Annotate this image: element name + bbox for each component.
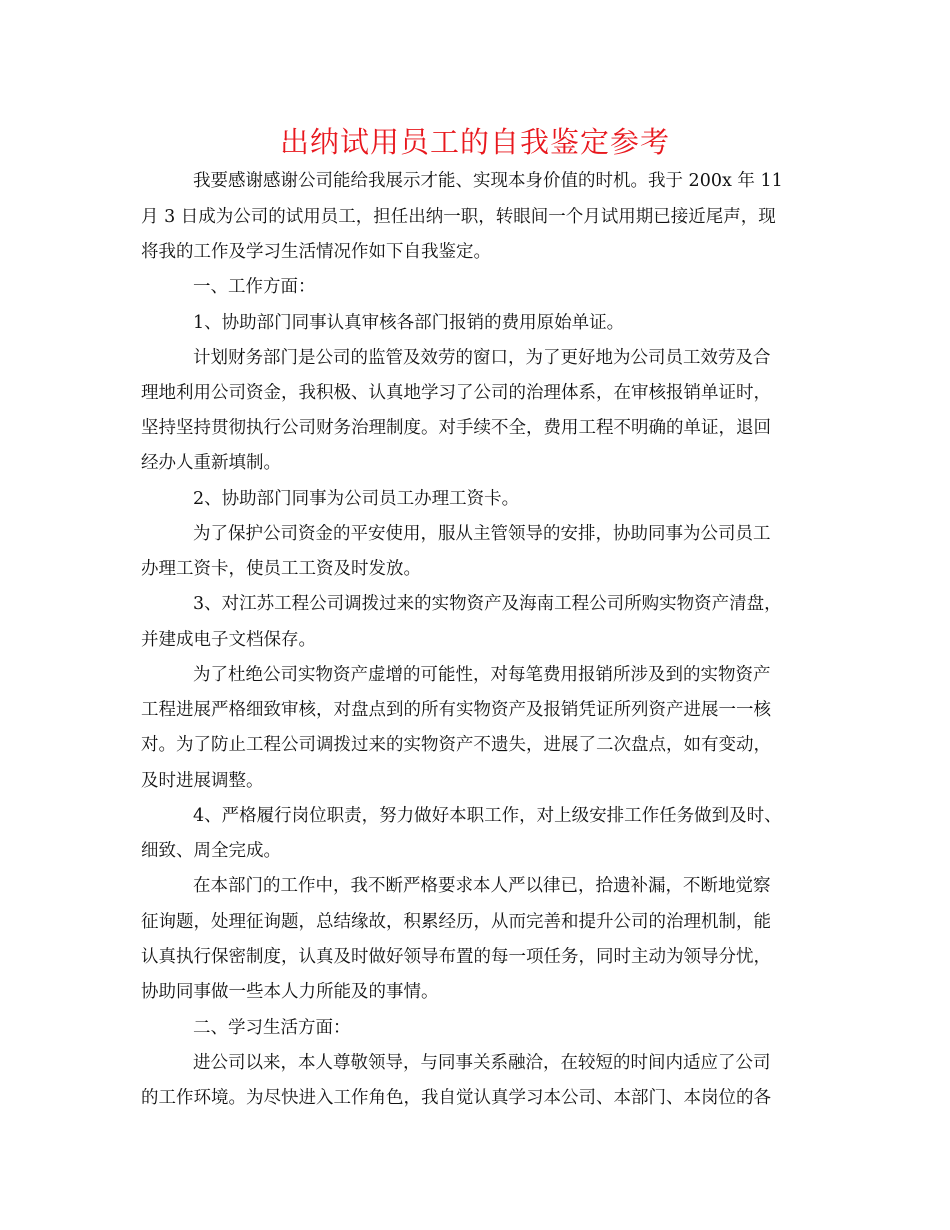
paragraph-line: 坚持坚持贯彻执行公司财务治理制度。对手续不全，费用工程不明确的单证，退回 (141, 418, 771, 438)
paragraph-line: 工程进展严格细致审核，对盘点到的所有实物资产及报销凭证所列资产进展一一核 (141, 700, 771, 720)
paragraph-line: 办理工资卡，使员工工资及时发放。 (141, 559, 421, 579)
paragraph-line: 将我的工作及学习生活情况作如下自我鉴定。 (141, 242, 491, 262)
document-title: 出纳试用员工的自我鉴定参考 (279, 125, 670, 159)
paragraph-line: 及时进展调整。 (141, 771, 264, 791)
item-heading: 2、协助部门同事为公司员工办理工资卡。 (193, 489, 520, 509)
section-heading: 一、工作方面： (193, 277, 316, 297)
paragraph-line: 协助同事做一些本人力所能及的事情。 (141, 982, 439, 1002)
paragraph-line: 征询题，处理征询题，总结缘故，积累经历，从而完善和提升公司的治理机制，能 (141, 912, 771, 932)
paragraph-line: 我要感谢感谢公司能给我展示才能、实现本身价值的时机。我于 200x 年 11 (193, 171, 783, 191)
paragraph-line: 认真执行保密制度，认真及时做好领导布置的每一项任务，同时主动为领导分忧， (141, 947, 771, 967)
item-heading: 3、对江苏工程公司调拨过来的实物资产及海南工程公司所购实物资产清盘， (193, 594, 782, 614)
paragraph-line: 在本部门的工作中，我不断严格要求本人严以律已，拾遗补漏，不断地觉察 (193, 876, 771, 896)
paragraph-line: 细致、周全完成。 (141, 841, 281, 861)
section-heading: 二、学习生活方面： (193, 1018, 351, 1038)
paragraph-line: 月 3 日成为公司的试用员工，担任出纳一职，转眼间一个月试用期已接近尾声，现 (141, 207, 776, 227)
paragraph-line: 经办人重新填制。 (141, 453, 281, 473)
paragraph-line: 并建成电子文档保存。 (141, 630, 316, 650)
paragraph-line: 为了杜绝公司实物资产虚增的可能性，对每笔费用报销所涉及到的实物资产 (193, 665, 771, 685)
paragraph-line: 理地利用公司资金，我积极、认真地学习了公司的治理体系，在审核报销单证时， (141, 383, 771, 403)
paragraph-line: 的工作环境。为尽快进入工作角色，我自觉认真学习本公司、本部门、本岗位的各 (141, 1088, 771, 1108)
paragraph-line: 为了保护公司资金的平安使用，服从主管领导的安排，协助同事为公司员工 (193, 524, 771, 544)
paragraph-line: 对。为了防止工程公司调拨过来的实物资产不遗失，进展了二次盘点，如有变动， (141, 735, 771, 755)
item-heading: 4、严格履行岗位职责，努力做好本职工作，对上级安排工作任务做到及时、 (193, 806, 782, 826)
item-heading: 1、协助部门同事认真审核各部门报销的费用原始单证。 (193, 313, 625, 333)
paragraph-line: 计划财务部门是公司的监管及效劳的窗口，为了更好地为公司员工效劳及合 (193, 348, 771, 368)
paragraph-line: 进公司以来，本人尊敬领导，与同事关系融洽，在较短的时间内适应了公司 (193, 1053, 771, 1073)
